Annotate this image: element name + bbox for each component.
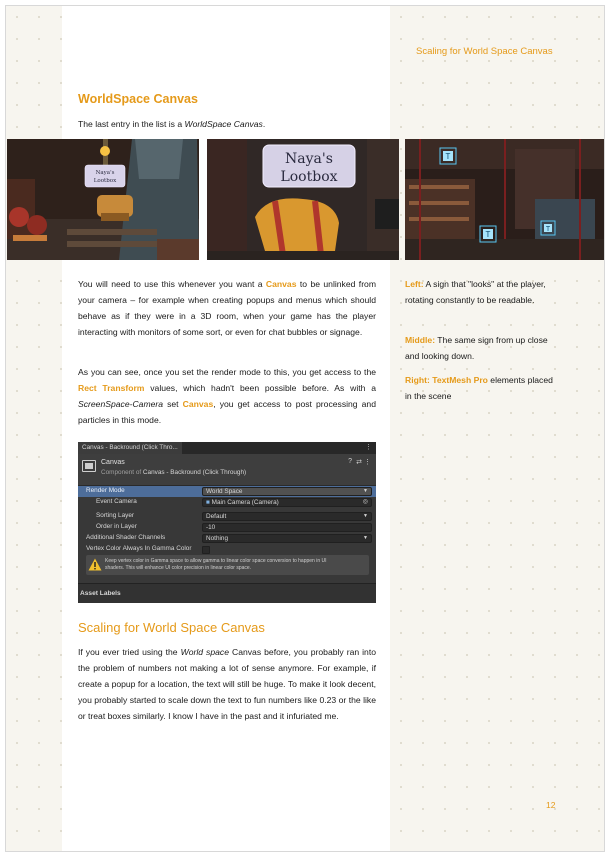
row-order-in-layer[interactable] <box>78 522 376 533</box>
link-rect-transform: Rect Transform <box>78 383 145 393</box>
row-render-mode[interactable] <box>78 486 376 497</box>
photo-left-illustration <box>7 139 199 260</box>
object-picker-icon[interactable]: ◎ <box>362 499 368 505</box>
order-in-layer-input[interactable] <box>202 523 372 532</box>
caption-middle-label: Middle: <box>405 335 436 345</box>
inspector-tab-bar <box>78 442 376 454</box>
preset-icon[interactable]: ⇄ <box>356 459 362 466</box>
left-sign-text-line2: Lootbox <box>93 178 117 184</box>
component-menu-icon[interactable]: ⋮ <box>364 459 371 466</box>
para1-text-a: You will need to use this whenever you want a <box>78 279 266 289</box>
component-of-line <box>101 469 246 476</box>
order-in-layer-value: -10 <box>206 524 216 531</box>
shader-channels-label: Additional Shader Channels <box>86 534 166 541</box>
caption-left <box>405 276 555 308</box>
intro-suffix: . <box>262 119 266 129</box>
photo-left-sign <box>7 139 199 260</box>
warning-icon <box>88 558 102 571</box>
caption-middle <box>405 332 555 364</box>
component-name: Canvas <box>101 459 125 466</box>
photo-right-illustration <box>405 139 604 260</box>
chevron-down-icon: ▼ <box>363 535 368 541</box>
component-of-object: Canvas - Backround (Click Through) <box>142 469 247 476</box>
middle-sign-text-line1: Naya's <box>285 151 333 167</box>
caption-left-label: Left: <box>405 279 424 289</box>
help-icon[interactable]: ? <box>348 458 352 465</box>
sorting-layer-label: Sorting Layer <box>96 512 135 519</box>
page-border <box>5 5 605 852</box>
paragraph-scaling <box>78 644 376 724</box>
link-canvas-2: Canvas <box>182 399 214 409</box>
section-heading-scaling: Scaling for World Space Canvas <box>78 620 265 635</box>
photo-right-textmesh <box>405 139 604 260</box>
para2-emphasis: ScreenSpace-Camera <box>78 399 164 409</box>
help-text <box>105 558 367 571</box>
photo-middle-illustration <box>207 139 399 260</box>
component-header <box>78 454 376 486</box>
event-camera-value: Main Camera (Camera) <box>211 499 279 506</box>
svg-text:T: T <box>485 230 491 239</box>
sorting-layer-value: Default <box>206 513 227 520</box>
row-additional-shader-channels[interactable] <box>78 533 376 544</box>
render-mode-value: World Space <box>206 488 243 495</box>
shader-channels-value: Nothing <box>206 535 229 542</box>
intro-emphasis: WorldSpace Canvas <box>184 119 263 129</box>
caption-middle-text: The same sign from up close and looking down. <box>405 335 548 361</box>
caption-right-label: Right: TextMesh Pro <box>405 375 488 385</box>
inspector-tab[interactable]: Canvas - Backround (Click Thro... <box>78 442 182 454</box>
scaling-emphasis: World space <box>180 647 229 657</box>
running-head: Scaling for World Space Canvas <box>416 46 553 57</box>
para2-text-c: set <box>163 399 183 409</box>
row-event-camera[interactable] <box>78 497 376 508</box>
para1-text-b: to be unlinked from your camera – for example when creating popups and menus which should behave as if they were in a 3D room, when your game has the player interacting with monitors of some sort, or even for chat bubbles or signage. <box>78 279 376 337</box>
para2-text-b: values, which hadn't been possible before. As with a <box>144 383 376 393</box>
chevron-down-icon: ▼ <box>363 513 368 519</box>
more-vertical-icon[interactable]: ⋮ <box>365 444 372 451</box>
camera-icon: ■ <box>206 499 210 506</box>
unity-inspector-screenshot <box>78 442 376 603</box>
caption-right-text: elements placed in the scene <box>405 375 553 401</box>
intro-text: The last entry in the list is a <box>78 119 185 129</box>
order-in-layer-label: Order in Layer <box>96 523 137 530</box>
svg-text:T: T <box>545 226 551 233</box>
help-text-line2: shaders. This will enhance UI color precision in linear color space. <box>105 564 252 571</box>
sorting-layer-dropdown[interactable] <box>202 512 372 521</box>
shader-channels-dropdown[interactable] <box>202 534 372 543</box>
para2-text-d: , you get access to post processing and particles in this mode. <box>78 399 376 425</box>
photo-middle-sign <box>207 139 399 260</box>
scaling-text-a: If you ever tried using the <box>78 647 181 657</box>
row-vertex-color-gamma[interactable] <box>78 544 376 555</box>
canvas-component-icon <box>82 460 96 472</box>
page-number: 12 <box>546 800 556 810</box>
left-sign-text-line1: Naya's <box>95 170 115 176</box>
paragraph-canvas-usage <box>78 276 376 340</box>
event-camera-field[interactable] <box>202 498 372 507</box>
component-of-prefix: Component of <box>101 469 143 476</box>
paragraph-render-mode <box>78 364 376 428</box>
help-box <box>86 555 369 575</box>
render-mode-label: Render Mode <box>86 487 125 494</box>
caption-right <box>405 372 555 404</box>
row-sorting-layer[interactable] <box>78 511 376 522</box>
asset-labels-bar[interactable] <box>78 583 376 603</box>
asset-labels-title: Asset Labels <box>80 590 121 597</box>
section-heading-worldspace: WorldSpace Canvas <box>78 92 198 106</box>
link-canvas: Canvas <box>265 279 297 289</box>
vertex-color-checkbox[interactable] <box>202 546 210 554</box>
caption-left-text: A sign that "looks" at the player, rotating constantly to be readable. <box>405 279 546 305</box>
event-camera-label: Event Camera <box>96 498 137 505</box>
para2-text-a: As you can see, once you set the render mode to this, you get access to the <box>78 367 376 377</box>
middle-sign-text-line2: Lootbox <box>280 169 338 185</box>
scaling-text-b: Canvas before, you probably ran into the problem of numbers not making a lot of sense anymore. For example, if create a popup for a location, the text will still be huge. To make it look decent, you probably started to scale down the text to fun numbers like 0.23 or the like or treat boxes similarly. I know I have in the past and it infuriated me. <box>78 647 376 721</box>
vertex-color-label: Vertex Color Always In Gamma Color <box>86 545 192 552</box>
svg-text:T: T <box>445 152 451 161</box>
intro-paragraph <box>78 116 376 132</box>
help-text-line1: Keep vertex color in Gamma space to allow gamma to linear color space conversion to happen in UI <box>105 558 327 564</box>
chevron-down-icon: ▼ <box>363 488 368 494</box>
render-mode-dropdown[interactable] <box>202 487 372 496</box>
